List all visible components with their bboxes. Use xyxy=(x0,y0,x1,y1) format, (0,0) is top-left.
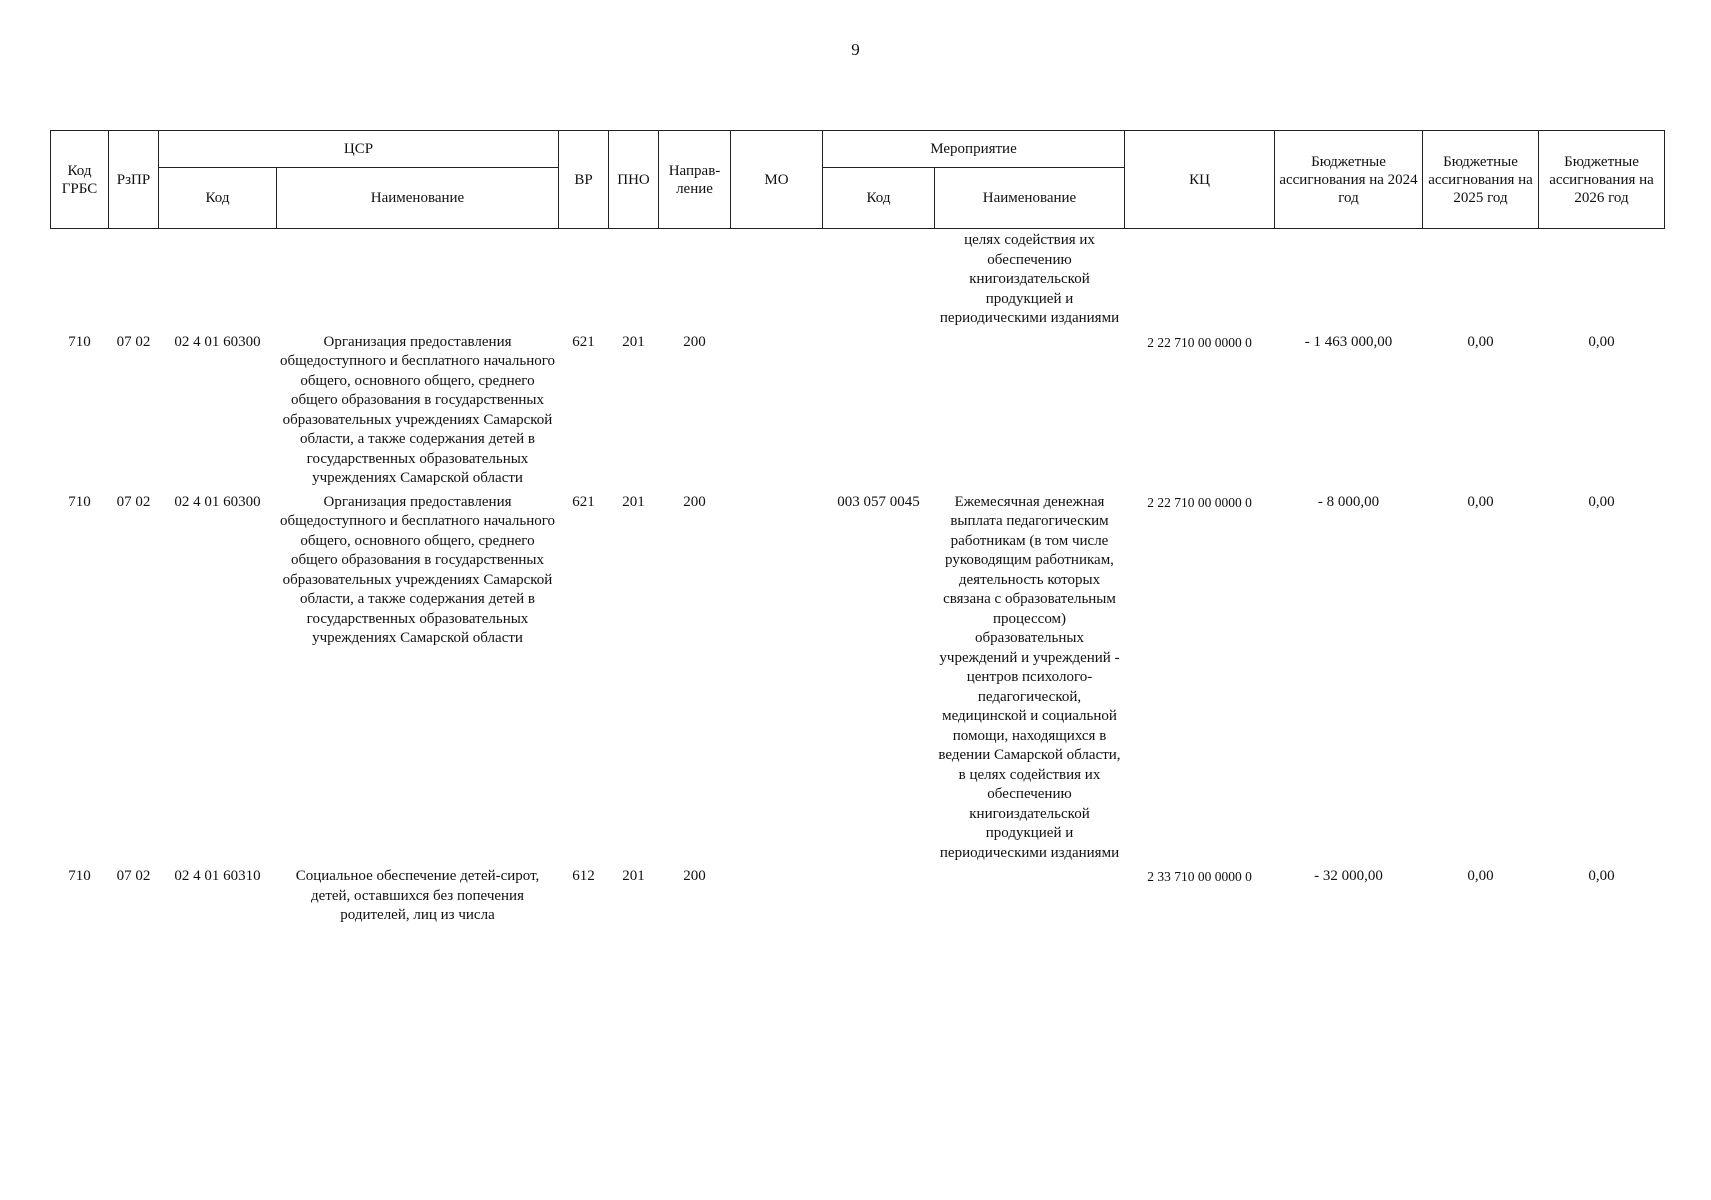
cell-direction: 200 xyxy=(683,493,706,510)
header-b2026: Бюджетные ассигнования на 2026 год xyxy=(1539,131,1665,229)
continuation-row xyxy=(51,229,1665,331)
cell-grbs: 710 xyxy=(68,868,91,884)
cell-rzpr: 07 02 xyxy=(116,493,151,510)
table-row xyxy=(51,331,1665,491)
cell-event-name xyxy=(935,331,1125,491)
cell-grbs: 710 xyxy=(68,493,91,510)
cell-vr: 621 xyxy=(572,493,595,510)
cell-b2025: 0,00 xyxy=(1467,868,1494,884)
cell-b2024: - 1 463 000,00 xyxy=(1304,333,1393,350)
header-event-name: Наименование xyxy=(935,168,1125,229)
header-csr: ЦСР xyxy=(159,131,559,168)
cell-csr-name: Организация предоставления общедоступного и бесплатного начального общего, основного общего, среднего общего образования в государственных образовательных учреждениях Самарской области, а также содержания детей в государственных образовательных учреждениях Самарской области xyxy=(279,493,556,646)
cell-direction: 200 xyxy=(683,333,706,350)
cell-pno: 201 xyxy=(622,493,645,510)
header-csr-name: Наименование xyxy=(277,168,559,229)
header-direction: Направ-ление xyxy=(659,131,731,229)
cell-event-code xyxy=(823,331,935,491)
cell-csr-code: 02 4 01 60300 xyxy=(174,333,261,350)
header-csr-code: Код xyxy=(159,168,277,229)
page-number: 9 xyxy=(851,40,860,59)
table-row xyxy=(51,865,1665,928)
header-b2025: Бюджетные ассигнования на 2025 год xyxy=(1423,131,1539,229)
cell-direction: 200 xyxy=(683,868,706,884)
table-header xyxy=(51,131,1665,229)
table-body xyxy=(51,229,1665,928)
cell-mo xyxy=(731,491,823,866)
cell-pno: 201 xyxy=(622,868,645,884)
header-event-code: Код xyxy=(823,168,935,229)
continuation-event-name: целях содействия их обеспечению книгоиздательской продукцией и периодическими изданиями xyxy=(939,232,1120,326)
cell-event-code xyxy=(823,865,935,928)
cell-mo xyxy=(731,331,823,491)
table-row xyxy=(51,491,1665,866)
header-rzpr: РзПР xyxy=(109,131,159,229)
header-b2024: Бюджетные ассигнования на 2024 год xyxy=(1275,131,1423,229)
header-pno: ПНО xyxy=(609,131,659,229)
header-mo: МО xyxy=(731,131,823,229)
cell-b2026: 0,00 xyxy=(1588,493,1615,510)
cell-event-code: 003 057 0045 xyxy=(837,493,920,510)
cell-pno: 201 xyxy=(622,333,645,350)
cell-kc: 2 22 710 00 0000 0 xyxy=(1147,334,1252,350)
cell-csr-name: Социальное обеспечение детей-сирот, детей, оставшихся без попечения родителей, лиц из числа xyxy=(295,868,540,923)
cell-event-name xyxy=(935,865,1125,928)
cell-csr-name: Организация предоставления общедоступного и бесплатного начального общего, основного общего, среднего общего образования в государственных образовательных учреждениях Самарской области, а также содержания детей в государственных образовательных учреждениях Самарской области xyxy=(279,333,556,486)
cell-b2025: 0,00 xyxy=(1467,493,1494,510)
cell-b2026: 0,00 xyxy=(1588,868,1615,884)
cell-rzpr: 07 02 xyxy=(116,333,151,350)
cell-b2025: 0,00 xyxy=(1467,333,1494,350)
cell-csr-code: 02 4 01 60300 xyxy=(174,493,261,510)
header-event: Мероприятие xyxy=(823,131,1125,168)
header-vr: ВР xyxy=(559,131,609,229)
cell-csr-code: 02 4 01 60310 xyxy=(174,868,261,884)
cell-mo xyxy=(731,865,823,928)
cell-b2026: 0,00 xyxy=(1588,333,1615,350)
cell-vr: 612 xyxy=(572,868,595,884)
cell-rzpr: 07 02 xyxy=(116,868,151,884)
cell-vr: 621 xyxy=(572,333,595,350)
cell-kc: 2 33 710 00 0000 0 xyxy=(1147,869,1252,884)
cell-b2024: - 32 000,00 xyxy=(1314,868,1383,884)
cell-b2024: - 8 000,00 xyxy=(1317,493,1380,510)
cell-kc: 2 22 710 00 0000 0 xyxy=(1147,494,1252,510)
cell-grbs: 710 xyxy=(68,333,91,350)
cell-event-name: Ежемесячная денежная выплата педагогическим работникам (в том числе руководящим работникам, деятельность которых связана с образовательным процессом) образовательных учреждений и учреждений - центров психолого-педагогической, медицинской и социальной помощи, находящихся в ведении Самарской области, в целях содействия их обеспечению книгоиздательской продукцией и периодическими изданиями xyxy=(938,493,1121,861)
budget-table xyxy=(50,130,1665,928)
header-kc: КЦ xyxy=(1125,131,1275,229)
header-grbs: Код ГРБС xyxy=(51,131,109,229)
